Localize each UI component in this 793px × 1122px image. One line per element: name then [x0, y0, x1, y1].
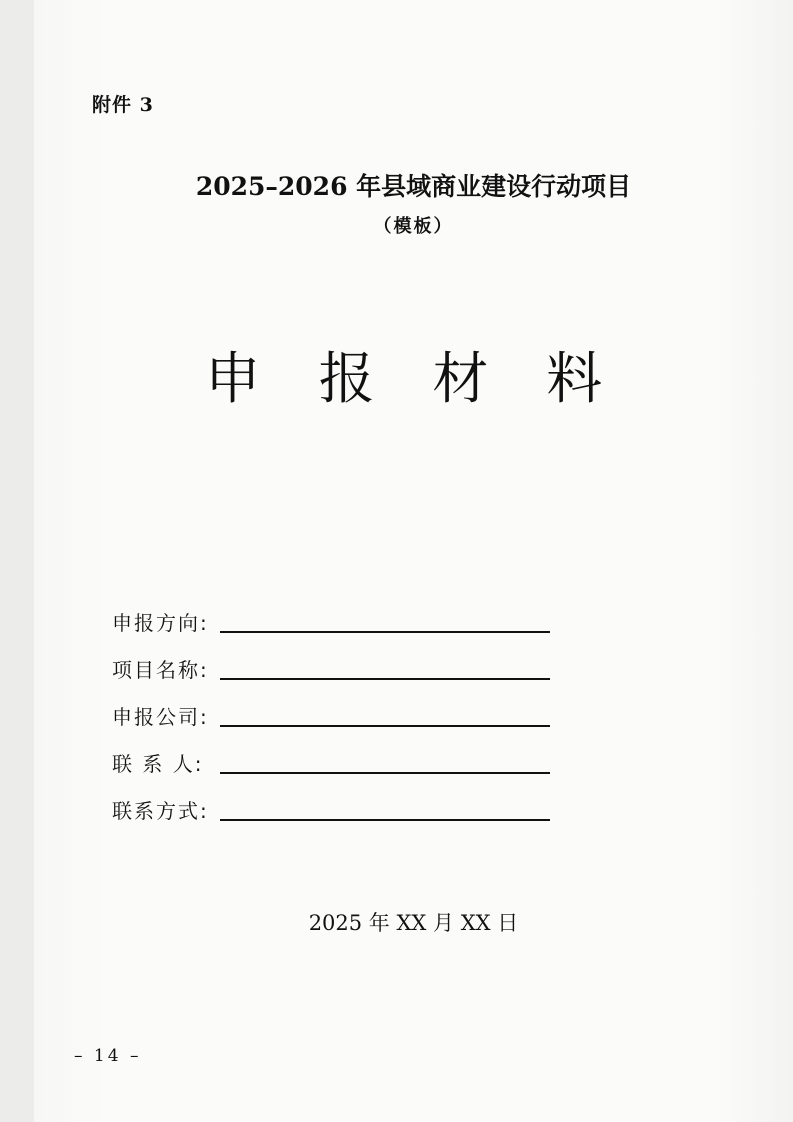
document-subtitle: （模板）: [373, 216, 454, 237]
page-number: – 14 –: [74, 1046, 142, 1066]
form-fields: [112, 590, 550, 825]
field-direction: [112, 590, 550, 637]
document-date: 2025 年 XX 月 XX 日: [308, 911, 519, 935]
attachment-label: 附件 3: [92, 94, 154, 116]
fill-line: [220, 819, 550, 821]
field-project-name: [112, 637, 550, 684]
field-company: [112, 684, 550, 731]
field-label: 项目名称:: [112, 658, 209, 682]
fill-line: [220, 631, 550, 633]
fill-line: [220, 725, 550, 727]
field-label: 申报公司:: [112, 705, 209, 729]
fill-line: [220, 772, 550, 774]
field-label: 申报方向:: [112, 611, 209, 635]
field-label: 联系方式:: [112, 799, 209, 823]
field-contact-person: [112, 731, 550, 778]
field-label: 联 系 人:: [112, 752, 204, 776]
field-contact-method: [112, 778, 550, 825]
main-title: 申 报 材 料: [204, 347, 623, 412]
fill-line: [220, 678, 550, 680]
document-title: 2025–2026 年县域商业建设行动项目: [195, 172, 632, 201]
